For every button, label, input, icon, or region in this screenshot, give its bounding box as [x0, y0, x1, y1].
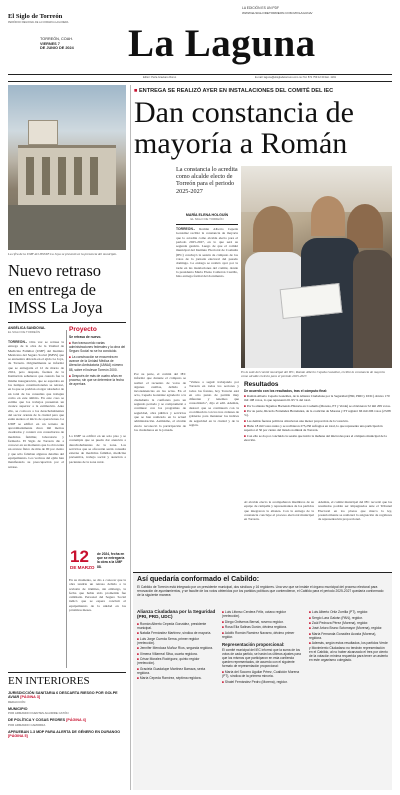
bullet-icon: ■: [244, 394, 247, 399]
cabildo-member-text: Adolfo Román Ramírez Navarro, décimo primer regidor.: [222, 630, 295, 639]
cabildo-member: [222, 620, 304, 624]
cabildo-col-2-text: El comité municipal del IEC informó que la suma de los votos de cada partido, se harán los últimos ajustes para que los mismos que participaron en esta contienda queden representados, de acuerdo con el siguiente formato de representación proporcional:: [222, 647, 301, 668]
project-box: [69, 326, 126, 431]
bullet-icon: ■: [309, 631, 312, 636]
lead-body-col-5: Además, el comité municipal del IEC recordó que los resultados podrán ser impugnados ante el Tribunal Electoral en los plazos que marca la ley, posteriormente se realizará la asignación de regidores de representación proporcional.: [318, 500, 392, 522]
cabildo-col-1: [137, 609, 217, 681]
cabildo-member: [309, 610, 388, 614]
results-item-text: Por su parte, Ricardo Fernández Hernández, de la coalición de Morena y PT registró 66 mil 206 votos (23.88 %).: [244, 409, 391, 418]
project-box-item-3: Después de más de cuatro años en proceso, sin que se determine la fecha de apertura.: [69, 373, 124, 386]
cabildo-member-text: Ximena Villarreal Silva, cuarta regidora.: [139, 651, 198, 656]
cabildo-member-text: José Arturo Bruno Sotomayor (Morena), regidor.: [311, 626, 383, 631]
imss-body-col-3: En su momento, se dio a conocer que la obra tendría un retraso debido a la revisión de trámites, sin embargo, la fecha que había sido prometida fue cambiada. Personal del Seguro Social indicó que se espera concluir el equipamiento de la unidad en los próximos meses.: [69, 578, 126, 613]
cabildo-member: [309, 621, 388, 625]
bullet-icon: ■: [244, 409, 247, 414]
results-item-text: Por la alianza Sigamos Haciendo Historia en Coahuila (Morena, PT y Verde) se obtuvieron 52 mil 209 votos.: [246, 403, 391, 408]
project-box-item-1: Han transcurrido varias administraciones federales y la obra del Seguro Social no se ha concluido.: [69, 341, 126, 354]
cabildo-member: [309, 616, 388, 620]
bullet-icon: ■: [309, 620, 312, 625]
cabildo-member: [222, 631, 304, 639]
index-item[interactable]: [8, 707, 126, 715]
index-item-author: POR ARMANDO FUENTES AGUIRRE CATÓN: [8, 711, 69, 716]
date-block: [40, 37, 100, 51]
index-item[interactable]: [8, 691, 126, 704]
cabildo-member: [137, 622, 217, 630]
results-item: [244, 394, 392, 402]
brand-left-sub: PERIÓDICO REGIONAL DE LA COMARCA LAGUNERA: [8, 21, 69, 24]
cabildo-member-text: Román Alberto Cepeda González, presidente municipal.: [137, 621, 207, 631]
imss-headline: [8, 262, 102, 318]
bullet-icon: ■: [244, 403, 247, 408]
lead-headline: [134, 97, 392, 159]
indices-title: EN INTERIORES: [8, 675, 90, 687]
project-box-item: ■ Han transcurrido varias administraciones federales y la obra del Seguro Social no se ha concluido.: [69, 341, 126, 354]
cabildo-member-text: María del Socorro Aguilar Pérez, Coalición Morena (PT), síndica de la primera minoría.: [222, 669, 300, 679]
cabildo-member-text: Sergio Lara Galván (PAN), regidor.: [311, 615, 363, 620]
lead-byline: [176, 213, 238, 221]
index-item[interactable]: [8, 718, 126, 726]
index-item-headline: JURISDICCIÓN SANITARIA 6 DESCARTA RIESGO POR GOLPE AVIAR: [8, 691, 118, 700]
index-item-page: [PÁGINA 5]: [8, 734, 28, 739]
bullet-icon: ■: [222, 669, 225, 674]
lead-byline-org: EL SIGLO DE TORREÓN: [190, 217, 224, 221]
cabildo-member-text: Rosa Elia Salinas Durán, décima regidora.: [224, 625, 288, 630]
bullet-icon: ■: [137, 657, 140, 662]
imss-byline: [8, 326, 68, 334]
bullet-icon: ■: [137, 631, 140, 636]
cabildo-member: [309, 632, 388, 640]
cabildo-member: [222, 670, 304, 678]
results-item: [244, 419, 392, 423]
cabildo-member-text: María Cepeda Ramírez, séptima regidora.: [139, 676, 202, 681]
bullet-icon: ■: [222, 679, 225, 684]
project-box-item: ■ Después de más de cuatro años en proceso, sin que se determine la fecha de apertura.: [69, 373, 124, 386]
cabildo-box: [133, 572, 392, 790]
cabildo-member: [137, 637, 217, 645]
bullet-icon: ■: [137, 636, 140, 641]
cabildo-member-text: Luis Alberto Ortiz Zorrilla (PT), regidor.: [311, 610, 369, 615]
results-list: [244, 394, 392, 442]
cabildo-member: [309, 626, 388, 630]
masthead-title: La Laguna: [128, 22, 316, 65]
results-item-text: Con ello se da por concluido la sesión que inició la mañana del miércoles para el cómputo municipal de la elección.: [244, 433, 387, 442]
lead-photo: [241, 166, 392, 368]
imss-photo-caption: La cifra de la UMF del ISSSTE La Joya se presentó en la presencia del municipio.: [8, 252, 117, 256]
date-highlight-note: de 2024, fecha en que se entregaría la obra a la UMF 88.: [97, 552, 125, 569]
bullet-icon: ■: [309, 615, 312, 620]
cabildo-member: [222, 625, 304, 629]
bullet-icon: ■: [309, 641, 312, 646]
index-item[interactable]: [8, 730, 126, 739]
project-box-item: ■ La construcción se encuentra en avance de la Unidad Médica de Atención Ambulatoria (UMAA) número 88, sobre el bulevar Torreón 2000.: [69, 355, 124, 372]
results-item: [244, 409, 392, 417]
web-note-2[interactable]: WWW.ELSIGLODETORREON.COM.MX/LAGUNA/: [242, 11, 313, 15]
index-item-author: POR ARMANDO CAMORRA: [8, 722, 46, 727]
cabildo-member-text: Graciela Guadalupe Martínez Barraza, sexta regidora.: [137, 666, 206, 675]
index-item-headline: DE POLÍTICA Y COSAS PEORES: [8, 718, 66, 723]
web-note-1: LA EDICIÓN ES UN PDF: [242, 6, 280, 10]
bullet-icon: ■: [222, 619, 225, 624]
cabildo-title: Así quedaría conformado el Cabildo:: [137, 576, 260, 583]
date: DE JUNIO DE 2024: [40, 46, 74, 51]
results-item-text: Román Alberto Cepeda González, de la Alianza Ciudadana por la Seguridad (PRI, PRD y UDC) obtuvo 170 mil 108 votos, lo que representó 61.95 % del total.: [244, 394, 390, 403]
cabildo-member-text: Diego Ontiveros Bernal, noveno regidor.: [224, 619, 284, 624]
bullet-icon: ■: [137, 646, 140, 651]
cabildo-member-text: Natalia Fernández Martínez, síndica de mayoría.: [139, 631, 212, 636]
cabildo-member: [137, 631, 217, 635]
lead-body-col-3: "Vamos a seguir trabajando por Torreón en todos los sectores y todos los frentes, hoy Torreón está en otro punto de partida muy diferente y tenemos que consolidarlo", dijo el edil. Además, destacó que se continuará con la coordinación con los tres órdenes de gobierno para mantener los índices de seguridad en la ciudad y de la región.: [189, 380, 239, 427]
index-item-page: [PÁGINA 4]: [66, 718, 86, 723]
index-item-headline: MUNICIPIO: [8, 706, 28, 711]
lead-body-col-4: Al alcalde electo le acompañaron miembros de su equipo de campaña y representantes de los partidos que integraron la alianza. Con la entrega de la constancia concluye el proceso electoral municipal en Torreón.: [244, 500, 314, 522]
bullet-icon: ■: [222, 630, 225, 635]
cabildo-member: [309, 641, 388, 662]
bullet-icon: ■: [309, 610, 312, 615]
cabildo-col-2: [222, 609, 304, 684]
cabildo-member-text: Shaiel Fernández Pedro (Morena), regidor.: [224, 679, 288, 684]
results-box: [244, 381, 392, 442]
indices-list: [8, 691, 126, 738]
lead-headline-line-2: mayoría a Román: [134, 127, 348, 160]
lead-headline-line-1: Dan constancia de: [134, 96, 354, 129]
cabildo-member-text: Zaúl Pedroza Pérez (Morena), regidor.: [311, 620, 369, 625]
project-box-title: Proyecto: [69, 326, 97, 333]
cabildo-member-text: María Fernanda González Acosta (Morena), regidora.: [309, 631, 377, 640]
cabildo-member: [222, 610, 304, 618]
bullet-icon: ■: [309, 626, 312, 631]
brand-left: [8, 13, 90, 24]
results-item-text: Las demás fuerzas políticas obtuvieron una menor proporción de la votación.: [246, 418, 349, 423]
bullet-icon: ■: [222, 625, 225, 630]
cabildo-member-text: Jennifer Mendoza Muñoz Ríos, segunda regidora.: [139, 646, 214, 651]
cabildo-member-text: Luis Jorge Cuerda Serna, primer regidor (reelección).: [137, 636, 199, 645]
lead-kicker: ■ ENTREGA SE REALIZÓ AYER EN INSTALACIONES DEL COMITÉ DEL IEC: [134, 88, 334, 94]
results-intro: De acuerdo con los resultados, tras el cómputo final:: [244, 389, 328, 393]
lead-photo-caption: En la sede del comité municipal del IEC, Román Alberto Cepeda González, recibió la constancia de mayoría como alcalde reelecto para el periodo 2025-2027.: [241, 370, 385, 379]
contact-line: E-mail: laguna@elsiglodetorreon.com.mx Tel. 871 759 12 00 Ext. 1191: [255, 76, 336, 79]
cabildo-member: [137, 667, 217, 675]
cabildo-member: [137, 657, 217, 665]
project-box-intro: Se retrasa de nuevo.: [69, 335, 102, 339]
cabildo-member: [137, 676, 217, 680]
bullet-icon: ■: [137, 621, 140, 626]
cabildo-member-text: Luis Lifonso Cerdera Félix, octavo regidor (reelección).: [222, 610, 286, 619]
project-box-item-2: La construcción se encuentra en avance de la Unidad Médica de Atención Ambulatoria (UMAA) número 88, sobre el bulevar Torreón 2000.: [69, 355, 124, 372]
bullet-icon: ■: [244, 418, 247, 423]
results-item: [244, 434, 392, 442]
cabildo-col-3: [309, 609, 388, 662]
bullet-icon: ■: [137, 651, 140, 656]
bullet-icon: ■: [244, 424, 247, 429]
imss-headline-line-3: IMSS La Joya: [8, 298, 103, 317]
imss-headline-line-1: Nuevo retraso: [8, 261, 102, 280]
results-title: Resultados: [244, 381, 279, 388]
editor: Editor: Perla Graciano Romo: [143, 76, 177, 79]
imss-byline-name: ANGÉLICA SANDOVAL: [8, 326, 46, 330]
lead-kicker-text: ENTREGA SE REALIZÓ AYER EN INSTALACIONES DEL COMITÉ DEL IEC: [138, 88, 334, 94]
lead-byline-name: MARÍA ELENA HOLGUÍN: [185, 213, 229, 217]
cabildo-col-2-title: Representación proporcional:: [222, 641, 285, 647]
bullet-icon: ■: [137, 676, 140, 681]
imss-body-col-2: La UMF se edificó en un solo piso y se contempla que se pueda dar atención a derechohabientes de la zona. Los servicios que se ofrecerán serán consulta externa de medicina familiar, medicina preventiva, trabajo social y atención a pacientes de la zona rural.: [69, 434, 126, 464]
cabildo-member: [137, 646, 217, 650]
weekday: VIERNES 7: [40, 41, 60, 46]
imss-headline-line-2: en entrega de: [8, 279, 96, 299]
results-item: [244, 404, 392, 408]
date-highlight: [70, 548, 96, 570]
index-item-headline: APRUEBAN 1.3 MDP PARA ALERTA DE GÉNERO EN DURANGO: [8, 729, 121, 734]
lead-deck: La constancia lo acredita como alcalde electo de Torreón para el periodo 2025-2027: [176, 166, 238, 195]
brand-left-name: El Siglo de Torreón: [8, 13, 63, 20]
city: TORREÓN, COAH.: [40, 37, 74, 41]
imss-building-photo: [8, 85, 126, 250]
cabildo-member: [137, 652, 217, 656]
lead-body-col-1: TORREÓN.- Román Alberto Cepeda González recibió la constancia de mayoría que lo acredita como alcalde electo para el periodo 2025-2027, en lo que será su segunda gestión. Luego de que el comité municipal del Instituto Electoral de Coahuila (IEC) concluyó la sesión de cómputo de los votos de la jornada electoral del pasado domingo. La entrega se realizó ayer por la tarde en las instalaciones del comité, donde la presidenta María Elena Calderón Castillo, hizo entrega formal del documento.: [176, 227, 238, 279]
cabildo-intro: El Cabildo de Torreón está integrado por un presidente municipal, dos síndicos y 16 regidores. Una vez que se instale el órgano municipal del proceso electoral para renovación de ayuntamientos, y se faculte de los votos obtenidos por los partidos políticos que contendieron, el Cabildo para el periodo 2025-2027 quedaría conformado de la siguiente manera:: [137, 585, 384, 598]
cabildo-member: [222, 680, 304, 684]
cabildo-col-1-title: Alianza Ciudadana por la Seguridad (PRI, PRD, UDC): [137, 609, 216, 620]
imss-body-col-1: TORREÓN.- Otra vez se retrasa la entrega de la obra de la Unidad de Medicina Familiar (UMF) del Instituto Mexicano del Seguro Social (IMSS) que se encuentra ubicada en el ejido La Joya, de Torreón. Originalmente se informó que se entregaría el 12 de marzo de 2024, pero después, fuentes de la Institución señalaron que cuando fue la misma inauguración, que se esperaba en los tiempos constitucionales se retrasó, en la que se podrían otorgar alrededor de un total de las consultas que trabajan como en este ámbito. En este caso se estima que los trabajos presentan un avance superior a la estimación. Ante ello, se convoca a los derechohabientes del sector oriente de la ciudad para que estén atentos al inicio de operaciones. La UMF se edificó en un terreno de aproximadamente cinco mil metros cuadrados y contará con consultorios de medicina familiar, laboratorio y farmacia. El Siglo de Torreón dio a conocer en su momento que la obra tenía un avance físico de más de 90 por ciento y que sólo faltaban algunos detalles del equipamiento. Los vecinos del ejido han manifestado su preocupación por el retraso.: [8, 340, 64, 469]
date-highlight-month: DE MARZO: [70, 565, 95, 570]
lead-body-col-2: Por su parte, el comité del IEC informó que durante el cómputo se realizó el recuento de votos de algunas casillas, debido a inconsistencias en las actas. En el acto, Cepeda González agradeció a la ciudadanía la confianza para un segundo periodo y se comprometió a continuar con los programas de seguridad, obra pública y servicios que se han realizado en la actual administración. Asimismo, el alcalde electo reconoció la participación de los ciudadanos en la jornada.: [134, 372, 186, 432]
results-item: [244, 424, 392, 432]
date-highlight-day: 12: [70, 547, 89, 566]
bullet-icon: ■: [137, 666, 140, 671]
index-item-author: REDACCIÓN: [8, 699, 26, 704]
bullet-icon: ■: [244, 433, 247, 438]
index-item-page: [PÁGINA 3]: [20, 695, 40, 700]
results-item-text: Hubo 18 mil votos nulos y se recibieron 275,250 sufragios en total, lo que representa una participación superior al 50 por ciento del listado nominal de Torreón.: [244, 424, 383, 433]
cabildo-member-text: César Morales Rodríguez, quinto regidor (reelección).: [137, 657, 200, 666]
cabildo-member-text: Además, según estos resultados, los partidos Verde y Movimiento Ciudadano no tendrán representación en el Cabildo, al no haber alcanzado el tres por ciento de la votación mínima requerida para tener un asiento en este organismo colegiado.: [309, 641, 388, 663]
imss-byline-org: EL SIGLO DE TORREÓN: [8, 330, 40, 334]
bullet-icon: ■: [222, 610, 225, 615]
